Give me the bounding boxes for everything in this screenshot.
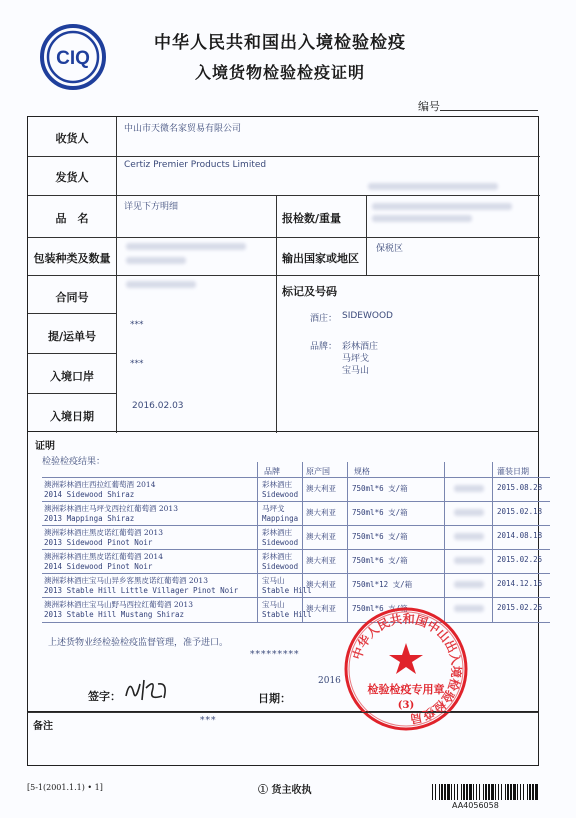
goods-name-value: 详见下方明细 [124, 202, 179, 212]
remarks-box [27, 712, 539, 766]
ciq-logo-text: CIQ [56, 48, 90, 69]
bill-of-lading-value: *** [130, 320, 144, 330]
product-brand-en: Sidewood [262, 490, 299, 499]
product-name-en: 2014 Sidewood Shiraz [44, 490, 135, 499]
product-spec: 750ml*6 支/箱 [352, 484, 408, 493]
product-fill-date: 2015.08.28 [497, 483, 543, 492]
consignee-value: 中山市天微名家贸易有限公司 [124, 124, 242, 134]
export-country-value: 保税区 [376, 244, 404, 254]
form-code: [5-1(2001.1.1) • 1] [27, 783, 103, 792]
export-country-label: 输出国家或地区 [282, 252, 359, 265]
product-spec: 750ml*6 支/箱 [352, 604, 408, 613]
document-title: 入境货物检验检疫证明 [194, 63, 365, 82]
certificate-title: 证明 [35, 441, 55, 452]
product-brand-cn: 彩林酒庄 [262, 480, 292, 489]
contract-number-label: 合同号 [55, 291, 89, 304]
issue-year: 2016 [318, 676, 341, 686]
product-name-en: 2013 Mappinga Shiraz [44, 514, 135, 523]
entry-port-value: *** [130, 359, 144, 369]
signature-label: 签字： [88, 690, 121, 703]
serial-number-label: 编号 [418, 100, 440, 113]
seal-ring-text: 中华人民共和国中山出入境检验检疫局 [349, 611, 464, 727]
barcode [432, 784, 540, 800]
product-name-cn: 澳洲彩林酒庄黑皮诺红葡萄酒 2014 [44, 552, 163, 561]
marks-brand-3: 宝马山 [342, 366, 370, 376]
product-fill-date: 2015.02.26 [497, 603, 543, 612]
product-name-en: 2013 Stable Hill Mustang Shiraz [44, 610, 184, 619]
ciq-logo-graphic [38, 22, 108, 92]
product-brand-en: Sidewood [262, 538, 299, 547]
marks-winery-value: SIDEWOOD [342, 311, 393, 321]
consignor-value: Certiz Premier Products Limited [124, 160, 267, 170]
inspection-form [27, 116, 539, 432]
goods-name-label: 品 名 [55, 212, 89, 225]
product-spec: 750ml*6 支/箱 [352, 508, 408, 517]
product-brand-en: Stable Hill [262, 586, 312, 595]
product-brand-cn: 马坪戈 [262, 504, 285, 513]
column-origin: 原产国 [306, 467, 330, 476]
inspection-result-table [42, 462, 550, 622]
certificate-statement: 上述货物业经检验检疫监督管理，准予进口。 [48, 638, 229, 648]
product-name-en: 2014 Sidewood Pinot Noir [44, 562, 153, 571]
marks-brand-1: 彩林酒庄 [342, 342, 379, 352]
seal-number: (3) [397, 700, 415, 711]
product-origin: 澳大利亚 [306, 508, 336, 517]
ciq-logo [38, 22, 108, 92]
product-origin: 澳大利亚 [306, 580, 336, 589]
product-name-cn: 澳洲彩林酒庄宝马山野马西拉红葡萄酒 2013 [44, 600, 193, 609]
product-name-cn: 澳洲彩林酒庄黑皮诺红葡萄酒 2013 [44, 528, 163, 537]
remarks-value: *** [200, 716, 217, 726]
product-brand-cn: 彩林酒庄 [262, 528, 292, 537]
column-brand: 品牌 [264, 467, 280, 476]
product-brand-cn: 宝马山 [262, 600, 285, 609]
remarks-label: 备注 [33, 721, 53, 732]
product-name-cn: 澳洲彩林酒庄西拉红葡萄酒 2014 [44, 480, 156, 489]
column-spec: 规格 [354, 467, 370, 476]
product-fill-date: 2014.12.16 [497, 579, 543, 588]
package-type-label: 包装种类及数量 [33, 252, 111, 265]
statement-stars: ********* [250, 650, 300, 660]
entry-date-value: 2016.02.03 [132, 401, 184, 411]
bill-of-lading-label: 提/运单号 [47, 330, 97, 343]
product-brand-en: Sidewood [262, 562, 299, 571]
product-origin: 澳大利亚 [306, 556, 336, 565]
consignee-label: 收货人 [55, 132, 89, 145]
product-brand-en: Mappinga [262, 514, 299, 523]
copy-designation: ① 货主收执 [258, 785, 312, 796]
product-fill-date: 2015.02.25 [497, 555, 543, 564]
product-name-cn: 澳洲彩林酒庄宝马山异乡客黑皮诺红葡萄酒 2013 [44, 576, 208, 585]
product-origin: 澳大利亚 [306, 604, 336, 613]
document-title-authority: 中华人民共和国出入境检验检疫 [154, 33, 406, 53]
product-spec: 750ml*6 支/箱 [352, 532, 408, 541]
product-brand-cn: 彩林酒庄 [262, 552, 292, 561]
product-fill-date: 2014.08.18 [497, 531, 543, 540]
product-name-en: 2013 Stable Hill Little Villager Pinot Noir [44, 586, 239, 595]
barcode-number: AA4056058 [452, 801, 499, 810]
product-spec: 750ml*12 支/箱 [352, 580, 413, 589]
product-brand-en: Stable Hill [262, 610, 312, 619]
serial-number-field [440, 110, 538, 111]
inspection-result-title: 检验检疫结果： [42, 457, 106, 467]
marks-winery-label: 酒庄： [310, 314, 338, 324]
entry-port-label: 入境口岸 [50, 370, 94, 383]
product-name-cn: 澳洲彩林酒庄马坪戈西拉红葡萄酒 2013 [44, 504, 178, 513]
quantity-weight-label: 报检数/重量 [282, 212, 342, 225]
entry-date-label: 入境日期 [50, 410, 94, 423]
product-spec: 750ml*6 支/箱 [352, 556, 408, 565]
consignor-label: 发货人 [55, 171, 89, 184]
marks-label: 标记及号码 [282, 285, 337, 298]
product-origin: 澳大利亚 [306, 484, 336, 493]
handwritten-signature [122, 674, 182, 704]
marks-brand-2: 马坪戈 [342, 354, 370, 364]
date-label: 日期： [258, 692, 291, 705]
column-fill-date: 灌装日期 [497, 467, 529, 476]
product-origin: 澳大利亚 [306, 532, 336, 541]
product-name-en: 2013 Sidewood Pinot Noir [44, 538, 153, 547]
seal-center-text: 检验检疫专用章 [367, 683, 445, 696]
marks-brand-label: 品牌： [310, 342, 338, 352]
product-brand-cn: 宝马山 [262, 576, 285, 585]
product-fill-date: 2015.02.13 [497, 507, 543, 516]
